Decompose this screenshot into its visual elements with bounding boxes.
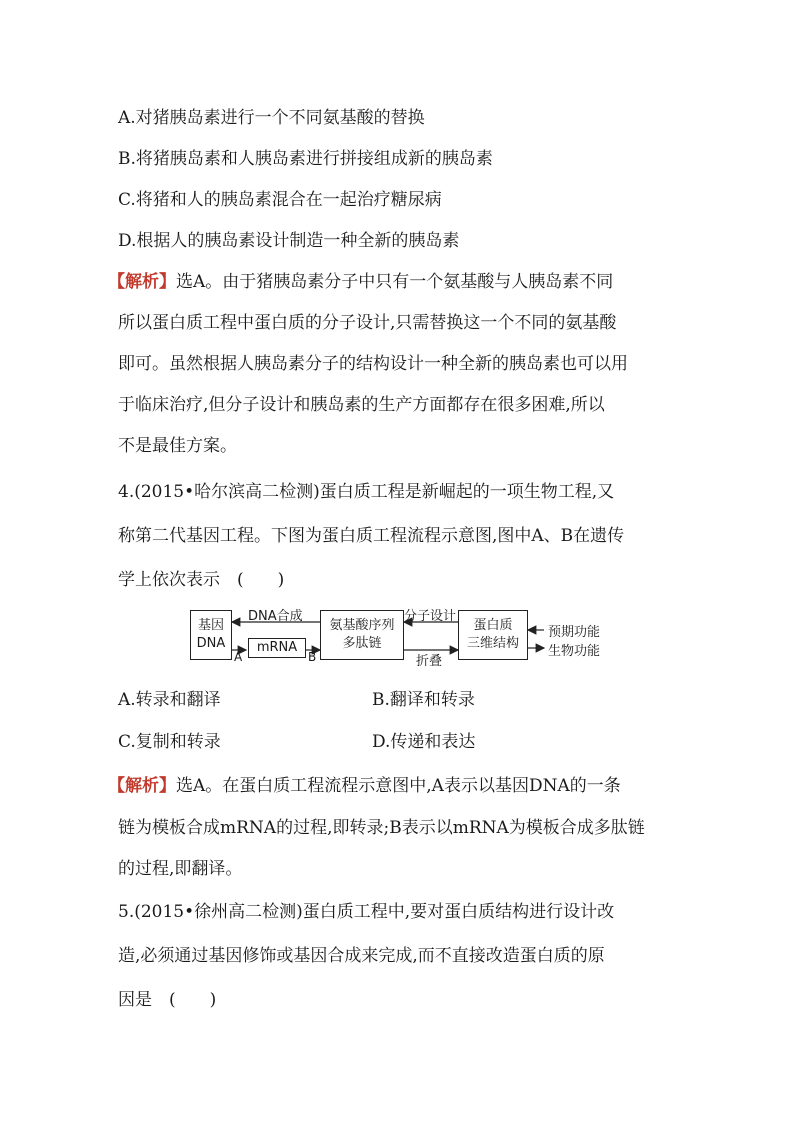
label-bio-function: 生物功能 [548, 644, 601, 659]
protein-structure-box [458, 610, 528, 660]
analysis-4-line-3: 的过程,即翻译。 [118, 859, 243, 879]
protein-engineering-diagram [188, 606, 618, 669]
option-4d: D.传递和表达 [372, 732, 476, 752]
option-4b: B.翻译和转录 [372, 690, 475, 710]
gene-dna-box [190, 610, 232, 660]
option-a: A.对猪胰岛素进行一个不同氨基酸的替换 [118, 108, 425, 128]
protein-box-line-2: 三维结构 [466, 636, 519, 651]
analysis-line-3: 即可。虽然根据人胰岛素分子的结构设计一种全新的胰岛素也可以用 [118, 354, 628, 374]
label-expected-function: 预期功能 [548, 625, 601, 640]
gene-box-line-2: DNA [196, 636, 226, 651]
analysis-line-2: 所以蛋白质工程中蛋白质的分子设计,只需替换这一个不同的氨基酸 [118, 313, 617, 333]
option-c: C.将猪和人的胰岛素混合在一起治疗糖尿病 [118, 190, 442, 210]
aa-box-line-1: 氨基酸序列 [329, 618, 395, 633]
analysis-tag: 【解析】 [108, 272, 176, 292]
label-a: A [234, 650, 243, 664]
aa-box-line-2: 多肽链 [342, 636, 382, 651]
option-4c: C.复制和转录 [118, 732, 221, 752]
analysis-4-line-1 [108, 774, 621, 798]
question-4-line-3: 学上依次表示 ( ) [118, 570, 285, 590]
analysis-line-5: 不是最佳方案。 [118, 436, 237, 456]
analysis-line-1 [108, 270, 613, 294]
label-dna-synthesis: DNA合成 [248, 609, 303, 624]
analysis-4-line-2: 链为模板合成mRNA的过程,即转录;B表示以mRNA为模板合成多肽链 [118, 818, 645, 838]
gene-box-line-1: 基因 [197, 618, 224, 633]
question-4-line-1: 4.(2015•哈尔滨高二检测)蛋白质工程是新崛起的一项生物工程,又 [118, 482, 615, 502]
protein-box-line-1: 蛋白质 [473, 618, 513, 633]
question-4-line-2: 称第二代基因工程。下图为蛋白质工程流程示意图,图中A、B在遗传 [118, 526, 625, 546]
question-5-line-1: 5.(2015•徐州高二检测)蛋白质工程中,要对蛋白质结构进行设计改 [118, 902, 615, 922]
mrna-box: mRNA [248, 638, 306, 658]
analysis-4-text: 选A。在蛋白质工程流程示意图中,A表示以基因DNA的一条 [176, 776, 621, 796]
option-d: D.根据人的胰岛素设计制造一种全新的胰岛素 [118, 231, 460, 251]
label-molecular-design: 分子设计 [404, 609, 457, 624]
analysis-4-tag: 【解析】 [108, 776, 176, 796]
analysis-text: 选A。由于猪胰岛素分子中只有一个氨基酸与人胰岛素不同 [176, 272, 614, 292]
question-5-line-2: 造,必须通过基因修饰或基因合成来完成,而不直接改造蛋白质的原 [118, 946, 605, 966]
label-b: B [308, 650, 317, 664]
label-folding: 折叠 [416, 654, 443, 669]
option-b: B.将猪胰岛素和人胰岛素进行拼接组成新的胰岛素 [118, 149, 493, 169]
analysis-line-4: 于临床治疗,但分子设计和胰岛素的生产方面都存在很多困难,所以 [118, 395, 605, 415]
question-5-line-3: 因是 ( ) [118, 990, 217, 1010]
option-4a: A.转录和翻译 [118, 690, 221, 710]
amino-acid-box [320, 610, 404, 660]
